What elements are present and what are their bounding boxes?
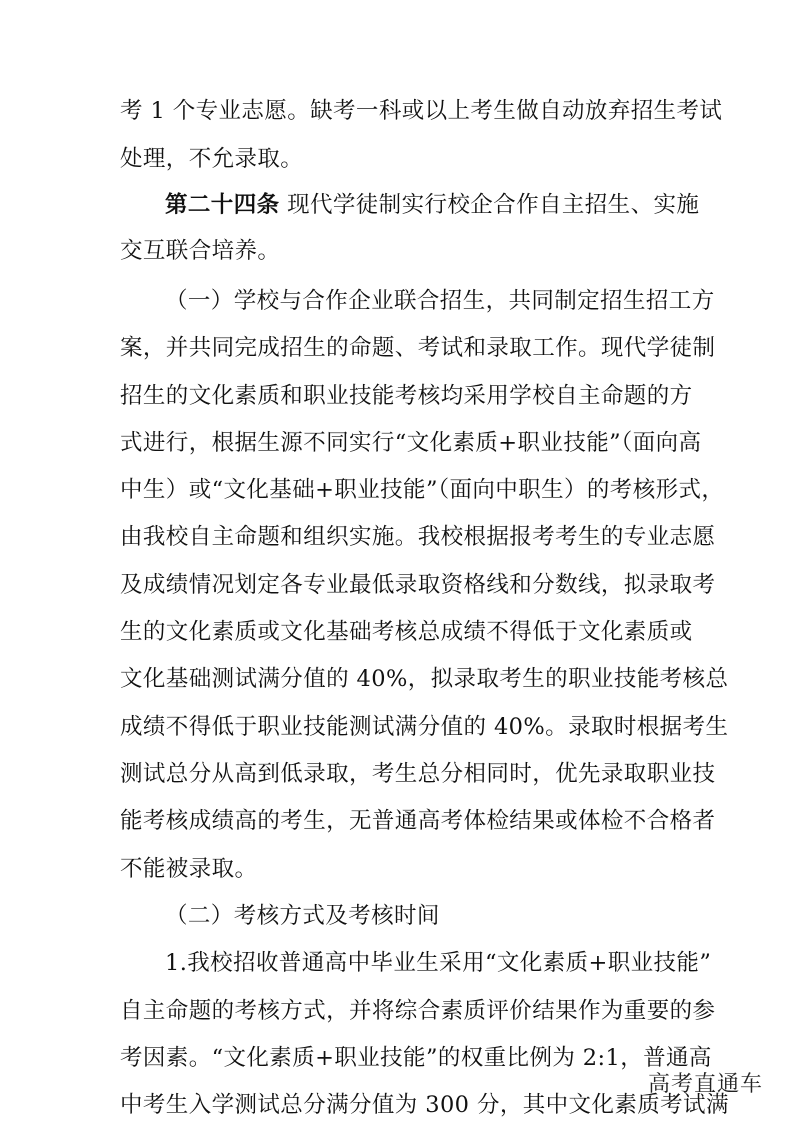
paragraph-line: 及成绩情况划定各专业最低录取资格线和分数线，拟录取考 <box>120 572 716 598</box>
paragraph-line: 文化基础测试满分值的 40%，拟录取考生的职业技能考核总 <box>120 666 729 692</box>
paragraph-line: 中生）或“文化基础+职业技能”（面向中职生）的考核形式， <box>120 477 725 503</box>
paragraph-line: 由我校自主命题和组织实施。我校根据报考考生的专业志愿 <box>120 524 716 550</box>
paragraph-line: 生的文化素质或文化基础考核总成绩不得低于文化素质或 <box>120 619 693 645</box>
paragraph-line: 自主命题的考核方式，并将综合素质评价结果作为重要的参 <box>120 998 716 1024</box>
paragraph-line: 案，并共同完成招生的命题、考试和录取工作。现代学徒制 <box>120 335 716 361</box>
paragraph-line: 1.我校招收普通高中毕业生采用“文化素质+职业技能” <box>165 950 712 976</box>
paragraph-line: 式进行，根据生源不同实行“文化素质+职业技能”（面向高 <box>120 430 702 456</box>
section-heading: （二）考核方式及考核时间 <box>165 903 440 929</box>
paragraph-line: 考因素。“文化素质+职业技能”的权重比例为 2:1，普通高 <box>120 1045 712 1071</box>
article-heading: 第二十四条 <box>165 192 280 218</box>
watermark-logo: 高考直通车 <box>647 1072 763 1097</box>
paragraph-line: 不能被录取。 <box>120 856 258 882</box>
paragraph-line: （一）学校与合作企业联合招生，共同制定招生招工方 <box>165 288 715 314</box>
paragraph-line: 招生的文化素质和职业技能考核均采用学校自主命题的方 <box>120 383 693 409</box>
paragraph-line: 成绩不得低于职业技能测试满分值的 40%。录取时根据考生 <box>120 714 729 740</box>
paragraph-line: 中考生入学测试总分满分值为 300 分，其中文化素质考试满 <box>120 1092 729 1118</box>
paragraph-line: 处理，不允录取。 <box>120 146 304 172</box>
paragraph-line: 交互联合培养。 <box>120 238 281 264</box>
paragraph-line: 能考核成绩高的考生，无普通高考体检结果或体检不合格者 <box>120 808 716 834</box>
article-24-line <box>165 187 700 223</box>
article-text: 现代学徒制实行校企合作自主招生、实施 <box>279 192 700 218</box>
paragraph-line: 考 1 个专业志愿。缺考一科或以上考生做自动放弃招生考试 <box>120 98 723 124</box>
paragraph-line: 测试总分从高到低录取，考生总分相同时，优先录取职业技 <box>120 761 716 787</box>
